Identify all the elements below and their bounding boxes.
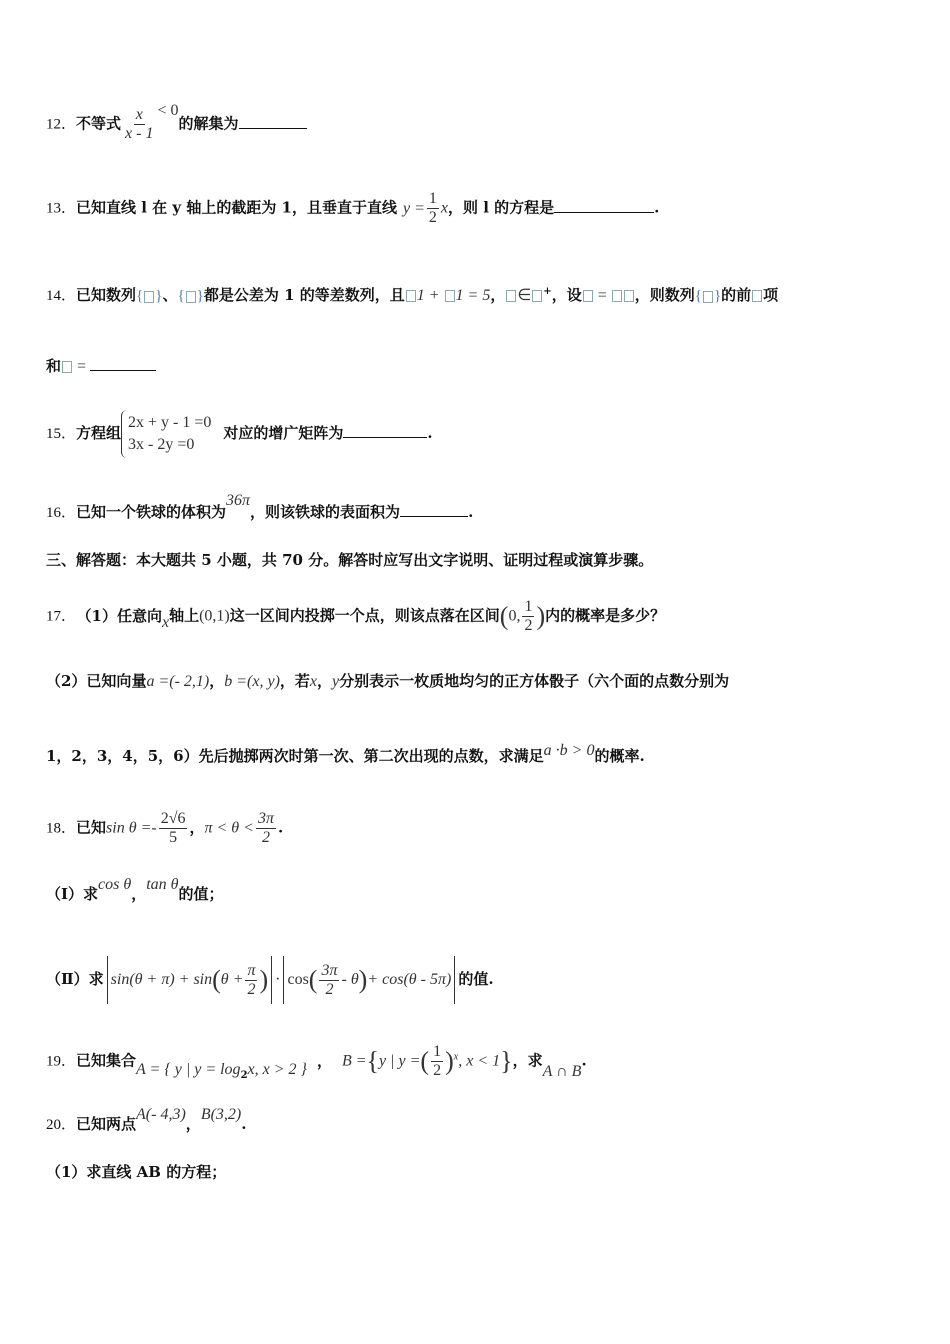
question-number: 12． <box>46 116 77 133</box>
fraction: $\frac{x}{x - 1}$ <box>125 106 154 142</box>
answer-blank[interactable] <box>343 423 427 438</box>
answer-blank[interactable] <box>239 114 307 129</box>
question-12: 12．不等式 $\frac{x}{x - 1}$ < 0的解集为 <box>46 106 307 143</box>
fraction: $\frac{1}{2}$ <box>428 190 437 226</box>
fraction: $\frac{1}{2}$ <box>524 598 533 634</box>
answer-blank[interactable] <box>554 198 654 213</box>
question-17-part2-line2: 1，2，3，4，5，6）先后抛掷两次时第一次、第二次出现的点数，求满足a ·b > 0的概率. <box>46 742 645 765</box>
equation-system: 2x + y - 1 =0 3x - 2y =0 <box>121 410 217 458</box>
section-heading: 三、解答题：本大题共 5 小题，共 70 分。解答时应写出文字说明、证明过程或演算步骤。 <box>46 551 654 569</box>
question-20-part1: （1）求直线 AB 的方程； <box>46 1163 227 1181</box>
question-13: 13．已知直线 l 在 y 轴上的截距为 1，且垂直于直线 y = $\frac{1}{2}$ x，则 l 的方程是 . <box>46 190 660 226</box>
fraction: $\frac{3\pi}{2}$ <box>257 810 274 846</box>
question-14-line2: 和 = <box>46 356 156 377</box>
question-18-part2: （Ⅱ）求 sin(θ + π) + sin(θ + $\frac{\pi}{2}$ ) · cos( $\frac{3\pi}{2}$ - θ)+ cos(θ - 5π) 的值. <box>46 956 494 1004</box>
answer-blank[interactable] <box>90 356 156 371</box>
question-16: 16．已知一个铁球的体积为36π，则该铁球的表面积为 . <box>46 492 474 521</box>
question-19: 19．已知集合A = { y | $y = \log_2x$, x > 2 } ， B ={y | y =( $\frac{1}{2}$ )$^x$, x < 1}，求A ∩ B. <box>46 1043 587 1081</box>
answer-blank[interactable] <box>400 502 468 517</box>
question-17-part1: 17． （1）任意向x轴上(0,1)这一区间内投掷一个点，则该点落在区间(0, $\frac{1}{2}$ )内的概率是多少？ <box>46 598 666 634</box>
question-18-part1: （Ⅰ）求cos θ，tan θ的值； <box>46 876 224 903</box>
question-15: 15．方程组 2x + y - 1 =0 3x - 2y =0 对应的增广矩阵为 . <box>46 410 433 458</box>
question-18: 18．已知sin θ =- $\frac{2√6}{5}$ ，π < θ < $\frac{3\pi}{2}$ . <box>46 810 284 846</box>
question-17-part2: （2）已知向量a =(- 2,1)，b =(x, y)，若x，y分别表示一枚质地均匀的正方体骰子（六个面的点数分别为 <box>46 672 730 690</box>
question-14: 14．已知数列{ }、{ }都是公差为 1 的等差数列，且 1 + 1 = 5， ∈ +，设 = ，则数列{ }的前 项 <box>46 286 779 304</box>
question-20: 20．已知两点A(- 4,3)，B(3,2). <box>46 1106 247 1133</box>
fraction: $\frac{2√6}{5}$ <box>160 810 186 846</box>
